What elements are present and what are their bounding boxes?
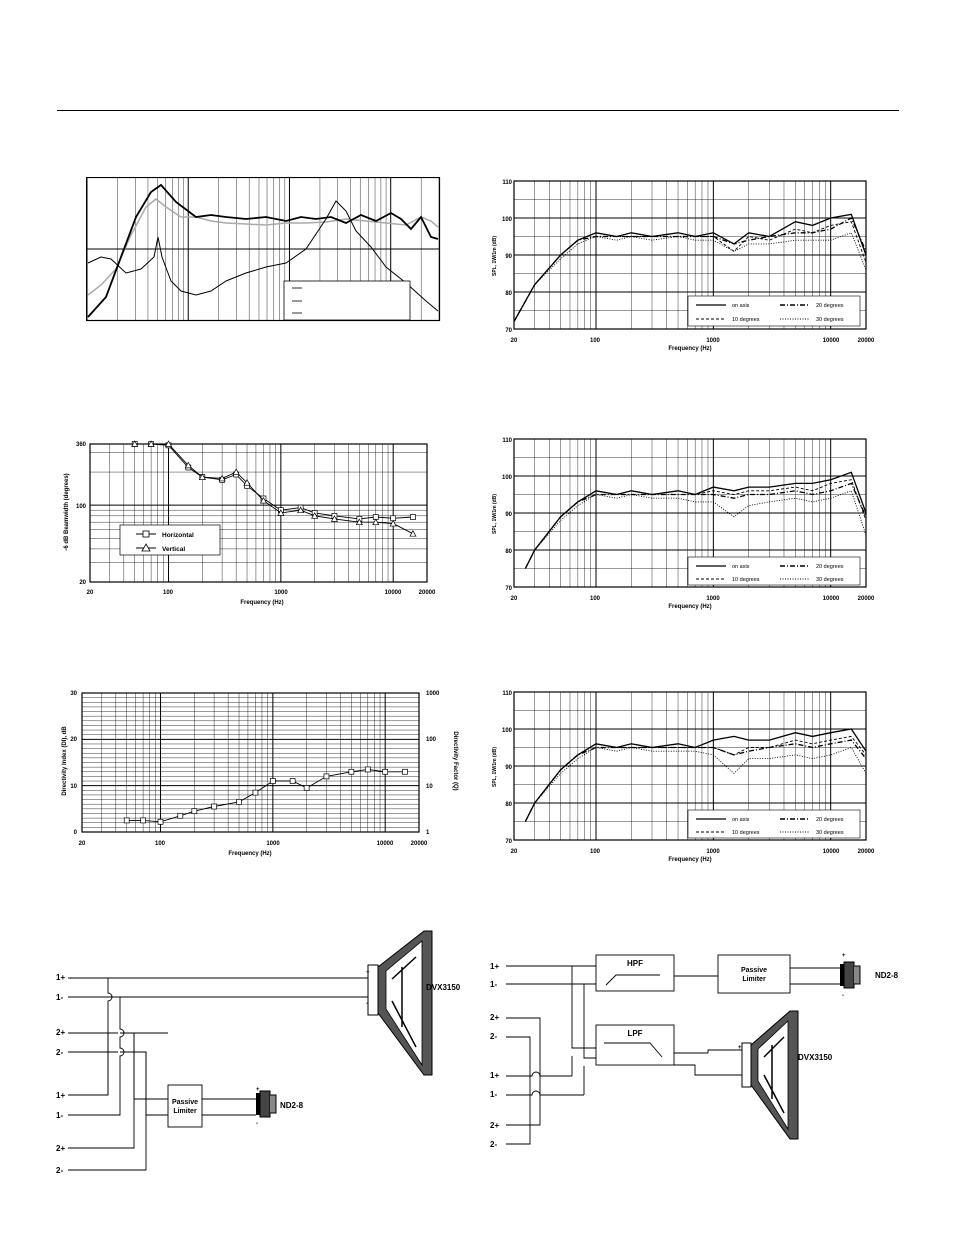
spl-y-tick: 70 bbox=[505, 839, 512, 845]
di-point bbox=[324, 774, 329, 779]
spl-x-tick: 20000 bbox=[857, 338, 875, 344]
limiter-label-1: Passive bbox=[171, 1099, 199, 1106]
spl-legend-on-axis: on axis bbox=[732, 817, 750, 823]
pin-label: 2- bbox=[490, 1140, 498, 1149]
spl-x-tick: 100 bbox=[589, 338, 601, 344]
impedance-legend-box bbox=[284, 281, 410, 320]
impedance-chart bbox=[86, 177, 442, 323]
woofer-plus: + bbox=[738, 1045, 742, 1051]
driver-minus: - bbox=[842, 993, 844, 999]
spl-y-tick: 80 bbox=[505, 802, 512, 808]
pin-label: 2+ bbox=[490, 1013, 500, 1022]
di-point bbox=[270, 779, 275, 784]
spl-series-3 bbox=[525, 483, 866, 568]
pin-label: 2+ bbox=[56, 1028, 66, 1037]
di-x-label: Frequency (Hz) bbox=[228, 851, 272, 857]
di-point bbox=[253, 790, 258, 795]
di-point bbox=[192, 809, 197, 814]
spl-y-label: SPL, 1W/1m (dB) bbox=[492, 235, 498, 277]
spl-series-3 bbox=[525, 740, 866, 821]
compression-driver-icon bbox=[840, 962, 860, 988]
beamwidth-chart bbox=[50, 432, 450, 612]
spl-x-label: Frequency (Hz) bbox=[668, 857, 712, 863]
passive-limiter-box bbox=[168, 1085, 202, 1127]
beam-x-tick: 1000 bbox=[274, 590, 288, 596]
pin-label: 1- bbox=[490, 1090, 498, 1099]
spl-x-tick: 20 bbox=[510, 338, 518, 344]
beam-point-vertical bbox=[410, 531, 416, 537]
pin-label: 2- bbox=[56, 1166, 64, 1175]
spl-legend-10: 10 degrees bbox=[732, 830, 760, 836]
square-marker-icon bbox=[143, 531, 149, 537]
spl-y-tick: 110 bbox=[502, 438, 512, 444]
spl-y-tick: 80 bbox=[505, 549, 512, 555]
beam-x-label: Frequency (Hz) bbox=[240, 600, 284, 606]
pin-label: 1+ bbox=[490, 1071, 500, 1080]
passive-limiter-box bbox=[718, 955, 790, 993]
spl-y-label: SPL, 1W/1m (dB) bbox=[492, 493, 498, 535]
pin-label: 2- bbox=[56, 1048, 64, 1057]
di-x-tick: 20000 bbox=[410, 841, 428, 847]
spl-legend-10: 10 degrees bbox=[732, 577, 760, 583]
pin-label: 1+ bbox=[490, 962, 500, 971]
spl-x-tick: 10000 bbox=[822, 596, 840, 602]
spl-legend-30: 30 degrees bbox=[816, 830, 844, 836]
di-y-label: Directivity Index (DI), dB bbox=[62, 726, 68, 796]
limiter-label-1: Passive bbox=[740, 967, 768, 974]
spl-x-tick: 10000 bbox=[822, 338, 840, 344]
di-y-tick: 10 bbox=[70, 784, 77, 790]
spl-x-label: Frequency (Hz) bbox=[668, 346, 712, 352]
spl-x-tick: 20000 bbox=[857, 849, 875, 855]
pin-label: 1- bbox=[56, 1111, 64, 1120]
beam-y-label: -6 dB Beamwidth (degrees) bbox=[64, 473, 70, 551]
woofer-plus: + bbox=[366, 970, 370, 976]
spl-x-tick: 100 bbox=[589, 596, 601, 602]
spl-y-tick: 90 bbox=[505, 512, 512, 518]
beam-x-tick: 10000 bbox=[384, 590, 402, 596]
header-rule bbox=[57, 110, 899, 111]
pin-label: 2- bbox=[490, 1032, 498, 1041]
spl-x-tick: 10000 bbox=[822, 849, 840, 855]
spl-legend-30: 30 degrees bbox=[816, 317, 844, 323]
spl-y-label: SPL, 1W/1m (dB) bbox=[492, 746, 498, 788]
wiring-left-lines bbox=[68, 978, 368, 1170]
spl-x-tick: 20000 bbox=[857, 596, 875, 602]
beam-x-tick: 20 bbox=[86, 590, 94, 596]
limiter-label-2: Limiter bbox=[173, 1108, 197, 1115]
driver-label: ND2-8 bbox=[875, 971, 899, 980]
spl-y-tick: 100 bbox=[501, 475, 512, 481]
spl-y-tick: 90 bbox=[505, 254, 512, 260]
beam-legend-horizontal: Horizontal bbox=[162, 532, 194, 539]
beam-y-tick: 360 bbox=[75, 442, 86, 448]
spl-legend-20: 20 degrees bbox=[816, 303, 844, 309]
q-y-tick: 100 bbox=[426, 737, 437, 743]
di-point bbox=[304, 785, 309, 790]
di-point bbox=[178, 813, 183, 818]
q-y-tick: 1000 bbox=[426, 691, 440, 697]
beam-frame bbox=[90, 444, 427, 582]
wiring-diagram-passive bbox=[50, 925, 470, 1185]
di-point bbox=[383, 769, 388, 774]
spl-legend-on-axis: on axis bbox=[732, 564, 750, 570]
hpf-label: HPF bbox=[627, 959, 643, 968]
di-point bbox=[124, 818, 129, 823]
driver-plus: + bbox=[842, 953, 846, 959]
q-y-tick: 1 bbox=[426, 830, 430, 836]
spl-legend-on-axis: on axis bbox=[732, 303, 750, 309]
woofer-minus: - bbox=[366, 1001, 368, 1007]
spl-chart-2 bbox=[480, 430, 880, 610]
beam-x-tick: 100 bbox=[162, 590, 174, 596]
beam-series-vertical bbox=[135, 444, 413, 534]
spl-y-tick: 80 bbox=[505, 291, 512, 297]
spl-y-tick: 70 bbox=[505, 328, 512, 334]
spl-chart-1 bbox=[480, 172, 880, 352]
di-x-tick: 10000 bbox=[376, 841, 394, 847]
pin-label: 1+ bbox=[56, 1091, 66, 1100]
di-y-tick: 20 bbox=[70, 737, 77, 743]
q-y-label: Directivity Factor (Q) bbox=[452, 731, 458, 791]
spl-y-tick: 90 bbox=[505, 765, 512, 771]
woofer-label: DVX3150 bbox=[798, 1053, 833, 1062]
beam-legend-vertical: Vertical bbox=[162, 546, 186, 553]
spl-legend-30: 30 degrees bbox=[816, 577, 844, 583]
di-grid bbox=[82, 693, 419, 832]
di-point bbox=[365, 767, 370, 772]
directivity-chart bbox=[50, 683, 470, 863]
spl-x-tick: 1000 bbox=[706, 849, 720, 855]
woofer-icon bbox=[368, 931, 432, 1075]
spl-y-tick: 110 bbox=[502, 691, 512, 697]
pin-label: 1- bbox=[490, 980, 498, 989]
spl-series-2 bbox=[525, 480, 866, 569]
q-y-tick: 10 bbox=[426, 784, 433, 790]
spl-y-tick: 70 bbox=[505, 586, 512, 592]
pin-label: 2+ bbox=[56, 1144, 66, 1153]
lpf-label: LPF bbox=[627, 1029, 643, 1038]
spl-series-1 bbox=[525, 472, 866, 568]
spl-legend-10: 10 degrees bbox=[732, 317, 760, 323]
spl-x-tick: 1000 bbox=[706, 596, 720, 602]
spl-legend-20: 20 degrees bbox=[816, 564, 844, 570]
di-point bbox=[402, 769, 407, 774]
beam-x-tick: 20000 bbox=[418, 590, 436, 596]
beam-grid bbox=[90, 444, 427, 582]
driver-plus: + bbox=[256, 1087, 260, 1093]
spl-x-tick: 1000 bbox=[706, 338, 720, 344]
di-point bbox=[212, 804, 217, 809]
di-y-tick: 0 bbox=[73, 830, 77, 836]
spl-x-tick: 20 bbox=[510, 849, 518, 855]
spl-x-tick: 20 bbox=[510, 596, 518, 602]
di-x-tick: 20 bbox=[78, 841, 86, 847]
di-point bbox=[237, 799, 242, 804]
spl-x-tick: 100 bbox=[589, 849, 601, 855]
spl-chart-3 bbox=[480, 683, 880, 863]
beam-y-tick: 100 bbox=[75, 504, 86, 510]
woofer-icon bbox=[742, 1011, 798, 1139]
di-point bbox=[141, 818, 146, 823]
beam-y-tick: 20 bbox=[79, 580, 86, 586]
wiring-diagram-active bbox=[480, 945, 920, 1205]
spl-x-label: Frequency (Hz) bbox=[668, 604, 712, 610]
beam-point-horizontal bbox=[410, 515, 415, 520]
pin-label: 1+ bbox=[56, 973, 66, 982]
compression-driver-icon bbox=[256, 1091, 276, 1117]
di-point bbox=[290, 779, 295, 784]
driver-minus: - bbox=[256, 1121, 258, 1127]
woofer-label: DVX3150 bbox=[426, 983, 461, 992]
spl-y-tick: 100 bbox=[501, 728, 512, 734]
di-series bbox=[127, 769, 405, 821]
driver-label: ND2-8 bbox=[280, 1101, 304, 1110]
pin-label: 1- bbox=[56, 993, 64, 1002]
spl-legend-20: 20 degrees bbox=[816, 817, 844, 823]
di-y-tick: 30 bbox=[70, 691, 77, 697]
pin-label: 2+ bbox=[490, 1121, 500, 1130]
limiter-label-2: Limiter bbox=[742, 976, 766, 983]
spl-y-tick: 100 bbox=[501, 217, 512, 223]
di-point bbox=[349, 769, 354, 774]
woofer-minus: - bbox=[738, 1073, 740, 1079]
spl-y-tick: 110 bbox=[502, 180, 512, 186]
di-x-tick: 1000 bbox=[266, 841, 280, 847]
spl-series-2 bbox=[525, 736, 866, 821]
di-x-tick: 100 bbox=[154, 841, 166, 847]
di-point bbox=[158, 819, 163, 824]
